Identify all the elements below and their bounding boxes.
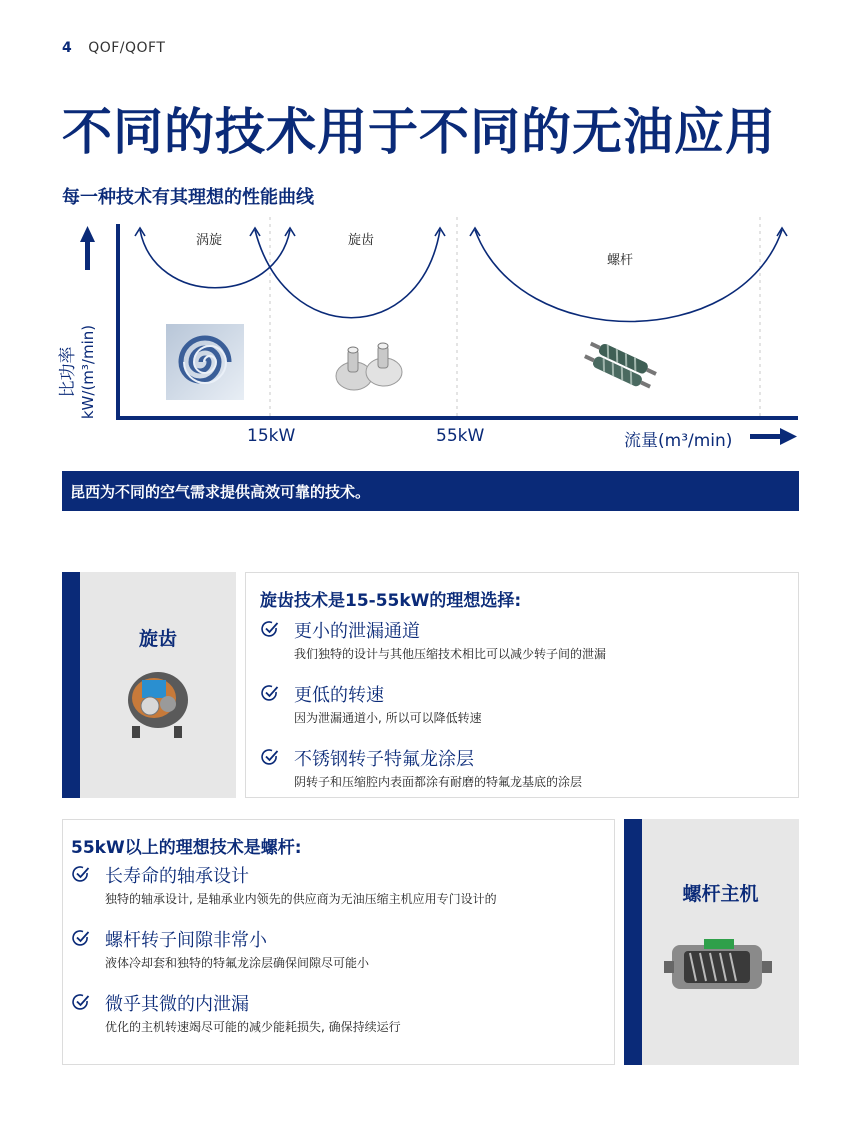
y-axis-label (48, 300, 108, 424)
screw-airend-image (664, 931, 774, 1001)
check-circle-icon (71, 864, 91, 884)
claw-feature-2-title: 更低的转速 (294, 685, 384, 706)
claw-heading: 旋齿技术是15-55kW的理想选择: (260, 591, 522, 611)
arrow-right-icon (750, 428, 797, 445)
claw-rotor-image (326, 340, 412, 400)
claw-feature-1-desc: 我们独特的设计与其他压缩技术相比可以减少转子间的泄漏 (294, 647, 607, 661)
scroll-compressor-image (166, 324, 244, 400)
x-tick-55kw: 55kW (436, 426, 485, 446)
claw-feature-1-title: 更小的泄漏通道 (294, 621, 420, 642)
screw-heading: 55kW以上的理想技术是螺杆: (71, 838, 302, 858)
screw-feature-card (62, 819, 615, 1065)
screw-side-bar (624, 819, 642, 1065)
page-number: 4 (62, 40, 72, 56)
screw-feature-2-desc: 液体冷却套和独特的特氟龙涂层确保间隙尽可能小 (105, 956, 370, 970)
check-circle-icon (71, 928, 91, 948)
model-name: QOF/QOFT (88, 40, 166, 56)
screw-side-panel (624, 819, 799, 1065)
check-circle-icon (260, 683, 280, 703)
check-circle-icon (71, 992, 91, 1012)
curve-screw (475, 230, 782, 322)
screw-feature-1-desc: 独特的轴承设计, 是轴承业内领先的供应商为无油压缩主机应用专门设计的 (105, 892, 497, 906)
segment-label-screw: 螺杆 (607, 253, 634, 268)
page-title: 不同的技术用于不同的无油应用 (62, 103, 776, 161)
screw-side-title: 螺杆主机 (682, 883, 759, 905)
claw-feature-3-title: 不锈钢转子特氟龙涂层 (294, 749, 474, 770)
screw-feature-2-title: 螺杆转子间隙非常小 (105, 930, 267, 951)
check-circle-icon (260, 619, 280, 639)
claw-feature-card (245, 572, 799, 798)
arrow-up-icon (80, 226, 95, 270)
info-banner: 昆西为不同的空气需求提供高效可靠的技术。 (62, 471, 799, 511)
page-subtitle: 每一种技术有其理想的性能曲线 (62, 187, 314, 208)
chart-svg (0, 212, 860, 462)
screw-feature-1-title: 长寿命的轴承设计 (105, 866, 249, 887)
check-circle-icon (260, 747, 280, 767)
screw-feature-3-title: 微乎其微的内泄漏 (105, 994, 249, 1015)
y-label-line1: 比功率 (58, 346, 78, 398)
page-header (62, 40, 165, 56)
claw-side-title: 旋齿 (138, 628, 177, 650)
performance-chart (0, 212, 860, 462)
segment-label-claw: 旋齿 (348, 233, 375, 248)
x-axis-label: 流量(m³/min) (624, 431, 733, 451)
claw-feature-3-desc: 阴转子和压缩腔内表面都涂有耐磨的特氟龙基底的涂层 (294, 775, 583, 789)
y-label-line2: kW/(m³/min) (79, 324, 97, 420)
screw-feature-3-desc: 优化的主机转速竭尽可能的减少能耗损失, 确保持续运行 (105, 1020, 401, 1034)
claw-feature-2-desc: 因为泄漏通道小, 所以可以降低转速 (294, 711, 482, 725)
claw-compressor-image (120, 660, 196, 746)
screw-rotor-image (580, 338, 660, 394)
claw-side-bar (62, 572, 80, 798)
claw-side-panel (62, 572, 236, 798)
curve-arrowheads (135, 228, 787, 236)
segment-label-scroll: 涡旋 (196, 233, 223, 248)
x-tick-15kw: 15kW (247, 426, 296, 446)
